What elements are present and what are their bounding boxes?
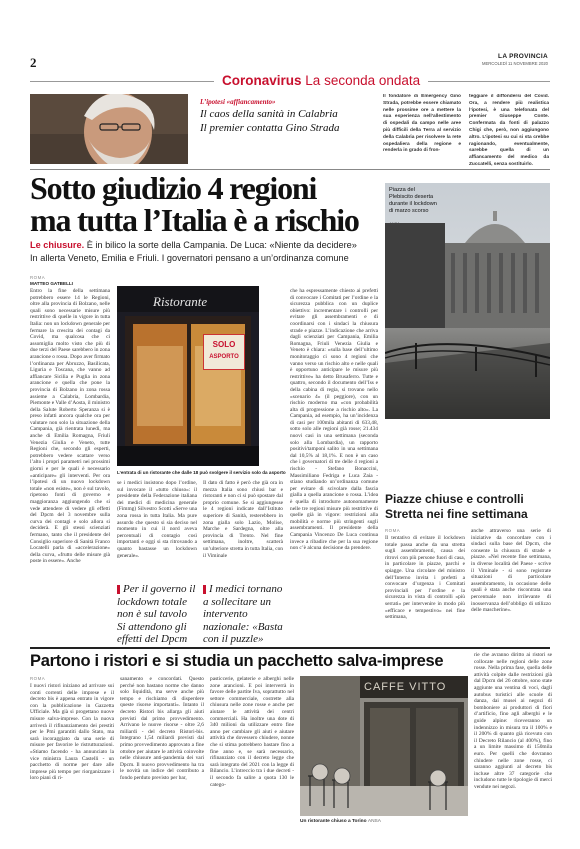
torino-photo-caption: Un ristorante chiuso a Torino ANSA: [300, 819, 381, 824]
restaurant-photo: [117, 286, 259, 466]
main-text-col4: che ha espressamente chiesto ai prefetti di convocare i Comitati per l’ordine e la sicurezza pubblica con un duplice obiettivo: incrementare i controlli per evitare gli assembramenti e di coordinarsi con i sindaci la chiusura strade e piazze. L’indicazione che arriva dagli scienziati per Campania, Emilia Romagna, Friuli Venezia Giulia e Veneto è chiara: «sulla base dell’ultimo monitoraggio ci sono 4 regioni che vanno verso un rischio alto e nelle quali è opportuno anticipare le misure più restrittive» ha detto Brusaferro. Tutte e quattro, secondo il documento dell’Iss e della cabina di regia, si trovano nello «scenario 4» (il peggiore), con un rischio moderno ma «con probabilità alta di progressione a rischio alto». La Campania, ad esempio, ha un’incidenza di casi per 100mila abitanti di 633,48, sotto solo alle regioni già rosse; 21.434 nuovi casi in una settimana (seconda solo alla Lombardia), un rapporto positivi/tamponi salito in una settimana dal 10,5% al 18,1%. E non è un caso che i governatori di tre delle 4 regioni a rischio - Stefano Bonaccini, Massimiliano Fedriga e Luca Zaia - stiano studiando un’ordinanza comune per evitare di scivolare dalla fascia gialla a quella arancione o rossa. L’idea è quella di introdurre autonomamente nelle tre regioni misure più restrittive di quelle già in vigore: restrizioni alla mobilità e norme più stringenti sugli assembramenti. Il presidente della Campania Vincenzo De Luca continua invece a ribadire che per la sua regione non c’è alcuna decisione da prendere.: [290, 288, 378, 552]
piazza-photo-caption: Piazza del Plebiscito deserta durante il lockdown di marzo scorso: [389, 187, 437, 214]
caffe-sign: CAFFE VITTO: [364, 681, 447, 693]
main-text-col3: Il dato di fatto è però che già ora in mezza Italia sono chiusi bar e ristoranti e non ci si può spostare dal proprio comune. Se si aggiungesse le 4 regioni indicate dall’Istituto superiore di Sanità, resterebbero in zona gialla solo Lazio, Molise, Marche e Sardegna, oltre alla provincia di Trento. Nel fine settimana, inoltre, scatterà un’ulteriore stretta in tutta Italia, con il Viminale: [203, 480, 283, 559]
pull-quote-2: I medici tornano a sollecitare un intervento nazionale: «Basta con il puzzle»: [203, 583, 283, 645]
ristori-text-col3: pasticcerie, gelaterie e alberghi nelle zone arancioni. E poi interverrà in favore delle partite Iva, soprattutto nel settore commerciale, costrette alla chiusura nelle zone rosse e anche per aiutare le attività dei centri commerciali. Ha inoltre una dote di 340 milioni da utilizzare entro fine anno per cambiare gli aiuti e aiutare attività che dovessero chiudere, nonne che si stima potrebbero bastare fino a fine anno e, se sarà necessario, rifinanziato con il decreto legge che sarà integrato del 2021 con la legge di Bilancio. L’intreccio tra i due decreti - il secondo fa salire a quota 130 le catego-: [210, 676, 294, 788]
ristori-text-col1: I nuovi ristori iniziano ad arrivare sui conti correnti delle imprese e il decreto bis è appena entrato in vigore con la pubblicazione in Gazzetta Ufficiale. Ma già si progettano nuove misure salva-imprese. Con la nuova arriverà il rifinanziamento dei prestiti per le Pmi garantiti dallo Stato, ma sarà incoraggiato da una serie di misure per favorire le ristrutturazioni. «Stiamo facendo - ha annunciato la vice ministra Laura Castelli - un pacchetto di norme per dare alle imprese più tempo per riorganizzare i loro piani di ri-: [30, 683, 114, 782]
piazze-text-col2: anche attraverso una serie di iniziative da concordare con i sindaci sulla base del Dpcm, che consente la chiusura di strade e piazze. «Nel recente fine settimana, in diverse località del Paese - scrive il Viminale - si sono registrate situazioni di particolare assembramento, in occasione delle quali è stata anche riscontrata una percentuale non irrilevante di inosservanza dell’obbligo di utilizzo delle mascherine».: [471, 528, 551, 614]
ristori-byline: ROMA: [30, 676, 46, 681]
newspaper-name: LA PROVINCIA: [498, 53, 548, 60]
sidebar-kicker: L’ipotesi «affiancamento»: [200, 98, 276, 106]
sidebar-text-col1: Il fondatore di Emergency Gino Strada, potrebbe essere chiamato nelle prossime ore a mettere la sua esperienza nell’allestimento di ospedali da campo nelle aree più difficili della Terra al servizio della Calabria per risolvere la rete ospedaliera della regione e renderla in grado di fron-: [383, 94, 461, 154]
piazze-headline: Piazze chiuse e controlli Stretta nei fine settimana: [385, 492, 528, 521]
piazza-plebiscito-photo: [385, 183, 550, 419]
main-deck: Le chiusure. È in bilico la sorte della Campania. De Luca: «Niente da decidere» In allerta Veneto, Emilia e Friuli. I governatori pensano a un’ordinanza comune: [30, 240, 357, 263]
restaurant-sign: Ristorante: [153, 294, 208, 309]
torino-cafe-photo: [300, 676, 468, 816]
section-label: Coronavirus: [222, 73, 302, 88]
main-text-col1: Entro la fine della settimana potrebbero essere 14 le Regioni, oltre alla provincia di Bolzano, nelle quali sono necessarie misure più restrittive di quelle in vigore in tutta Italia: non un lockdown generale per fermare la crescita dei contagi da Covid, ma qualcosa che ci assomiglia molto visto che più di due terzi del Paese sarebbero in zona arancione o rossa. Dopo aver firmato l’ordinanza per Abruzzo, Basilicata, Liguria e Toscana, che vanno ad affiancare Sicilia e Puglia in zona arancione e quella che pone la provincia di Bolzano in zona rossa assieme a Calabria, Lombardia, Piemonte e Valle d’Aosta, il ministro della Salute Roberto Speranza si è preso infatti ancora qualche ora per valutare non solo la situazione della Campania, già rientrata lunedì, ma anche di Emilia Romagna, Friuli Venezia Giulia e Veneto, tutte Regioni che, secondo gli esperti, potrebbero vedere scattare verso l’alto i propri parametri nei prossimi giorni e per le quali è necessario «anticipare» gli interventi. Per ora l’ipotesi di un nuovo lockdown totale «non esiste», non è sul tavolo, ripetono fonti di governo e maggioranza aggiungendo che si vede attendere di vedere gli effetti del Dpcm del 3 novembre sulla curva dei contagi e solo allora si deciderà. E gli stessi scienziati fermano, tanto che il presidente del Consiglio superiore di Sanità Franco Locatelli parla di «accelerazione» della curva, «frutto delle misure già poste in essere». Anche: [30, 288, 110, 565]
sidebar-headline: Il caos della sanità in Calabria Il premier contatta Gino Strada: [200, 108, 340, 134]
piazze-byline: ROMA: [385, 528, 401, 533]
sidebar-text-col2: teggiare il diffondersi del Covid. Ora, a rendere più realistica l’ipotesi, è una telefonata del premier Giuseppe Conte. Confermata da fonti di palazzo Chigi che, però, non aggiungono altro. L’ipotesi su cui si sta crebbe ragionando, eventualmente, sarebbe quella di un affiancamento del medico da Zuccatelli, senza sostituirlo.: [469, 94, 549, 166]
piazza-photo-credit: ANSA: [389, 221, 400, 226]
ristori-text-col2: sanamento e concordati. Questo perché non bastano norme che danno solo liquidità, ma serve anche più tempo e rischiamo di disperdere queste risorse importanti». Intanto il decreto Ristori bis allarga gli aiuti previsti dal primo provvedimento. Arrivano le nuove risorse - oltre 2,6 miliardi - del decreto Ristori-bis. Integrano 1,54 miliardi previsti dal primo provvedimento approvato a fine ottobre per aiutare le attività coinvolte nelle chiusure anti-pandemia dei vari Dpcm. Il nuovo provvedimento ha tra le novità un indice del contributo a fondo perduto previsto per bar,: [120, 676, 204, 781]
section-bar: [0, 71, 580, 91]
main-text-col2: se i medici insistono dopo l’ordine, sul invocare il «tutto chiuso»: il presidente della Federazione italiana dei medici di medicina generale (Fimmg) Silvestro Scotti «Serve una zona rossa in tutta Italia. Ma pure assurdo che questo si sia deciso nel momento in cui il nord aveva percentuali di contagio così importanti e oggi si sta ritrovando a quanto bastasse un lockdown generale».: [117, 480, 197, 559]
ristori-text-col4: rie che avranno diritto ai ristori se collocate nelle regioni delle zone rosse. Nella prima fase, quella delle attività colpite dalle restrizioni già dal Dpcm del 26 ottobre, sono state aggiunte una ventina di voci, dagli autobus turistici alle scuole di danza, dai musei ai negozi di bomboniere ai produttori di fiori d’artificio, fino agli alberghi e le guide alpine: riceveranno un indennizzo in misura tra il 100% e il 200% di quanto già ricevuto con il Decreto Rilancio (al 400%), fino a un limite massimo di 150mila euro. Per quelli che dovranno chiudere nelle zone rosse, ci saranno aggiunti al decreto bis incluse altre 37 categorie che includono tutte le tipologie di merci vendute nei negozi.: [474, 652, 552, 790]
main-headline: Sotto giudizio 4 regioni ma tutta l’Italia è a rischio: [30, 170, 359, 238]
ristori-headline: Partono i ristori e si studia un pacchetto salva-imprese: [30, 652, 444, 670]
solo-asporto-sign: SOLO ASPORTO: [203, 334, 245, 370]
piazze-text-col1: Il tentativo di evitare il lockdown totale passa anche da una stretta sugli assembramenti, causa dei ritrovi con più persone fuori di casa, in particolare in piazze, parchi e spiagge. Una circolare del ministro dell’Interno invita i prefetti a convocare d’urgenza i Comitati provinciali per l’ordine e la sicurezza in vista di controlli «più serrati» per intervenire in modo più «efficace e tempestivo» nei fine settimana,: [385, 535, 465, 621]
main-byline-place: ROMA: [30, 275, 46, 280]
issue-date: MERCOLEDÌ 11 NOVEMBRE 2020: [481, 61, 548, 66]
restaurant-photo-caption: L’entrata di un ristorante che dalle 18 può svolgere il servizio solo da asporto: [117, 470, 286, 475]
gino-strada-photo: [30, 94, 188, 164]
section-subtitle: La seconda ondata: [305, 73, 421, 88]
page-number: 2: [30, 55, 37, 70]
main-byline-author: MATTEO GATBELLI: [30, 281, 73, 286]
pull-quote-1: Per il governo il lockdown totale non è sul tavolo Si attendono gli effetti del Dpcm: [117, 583, 196, 645]
